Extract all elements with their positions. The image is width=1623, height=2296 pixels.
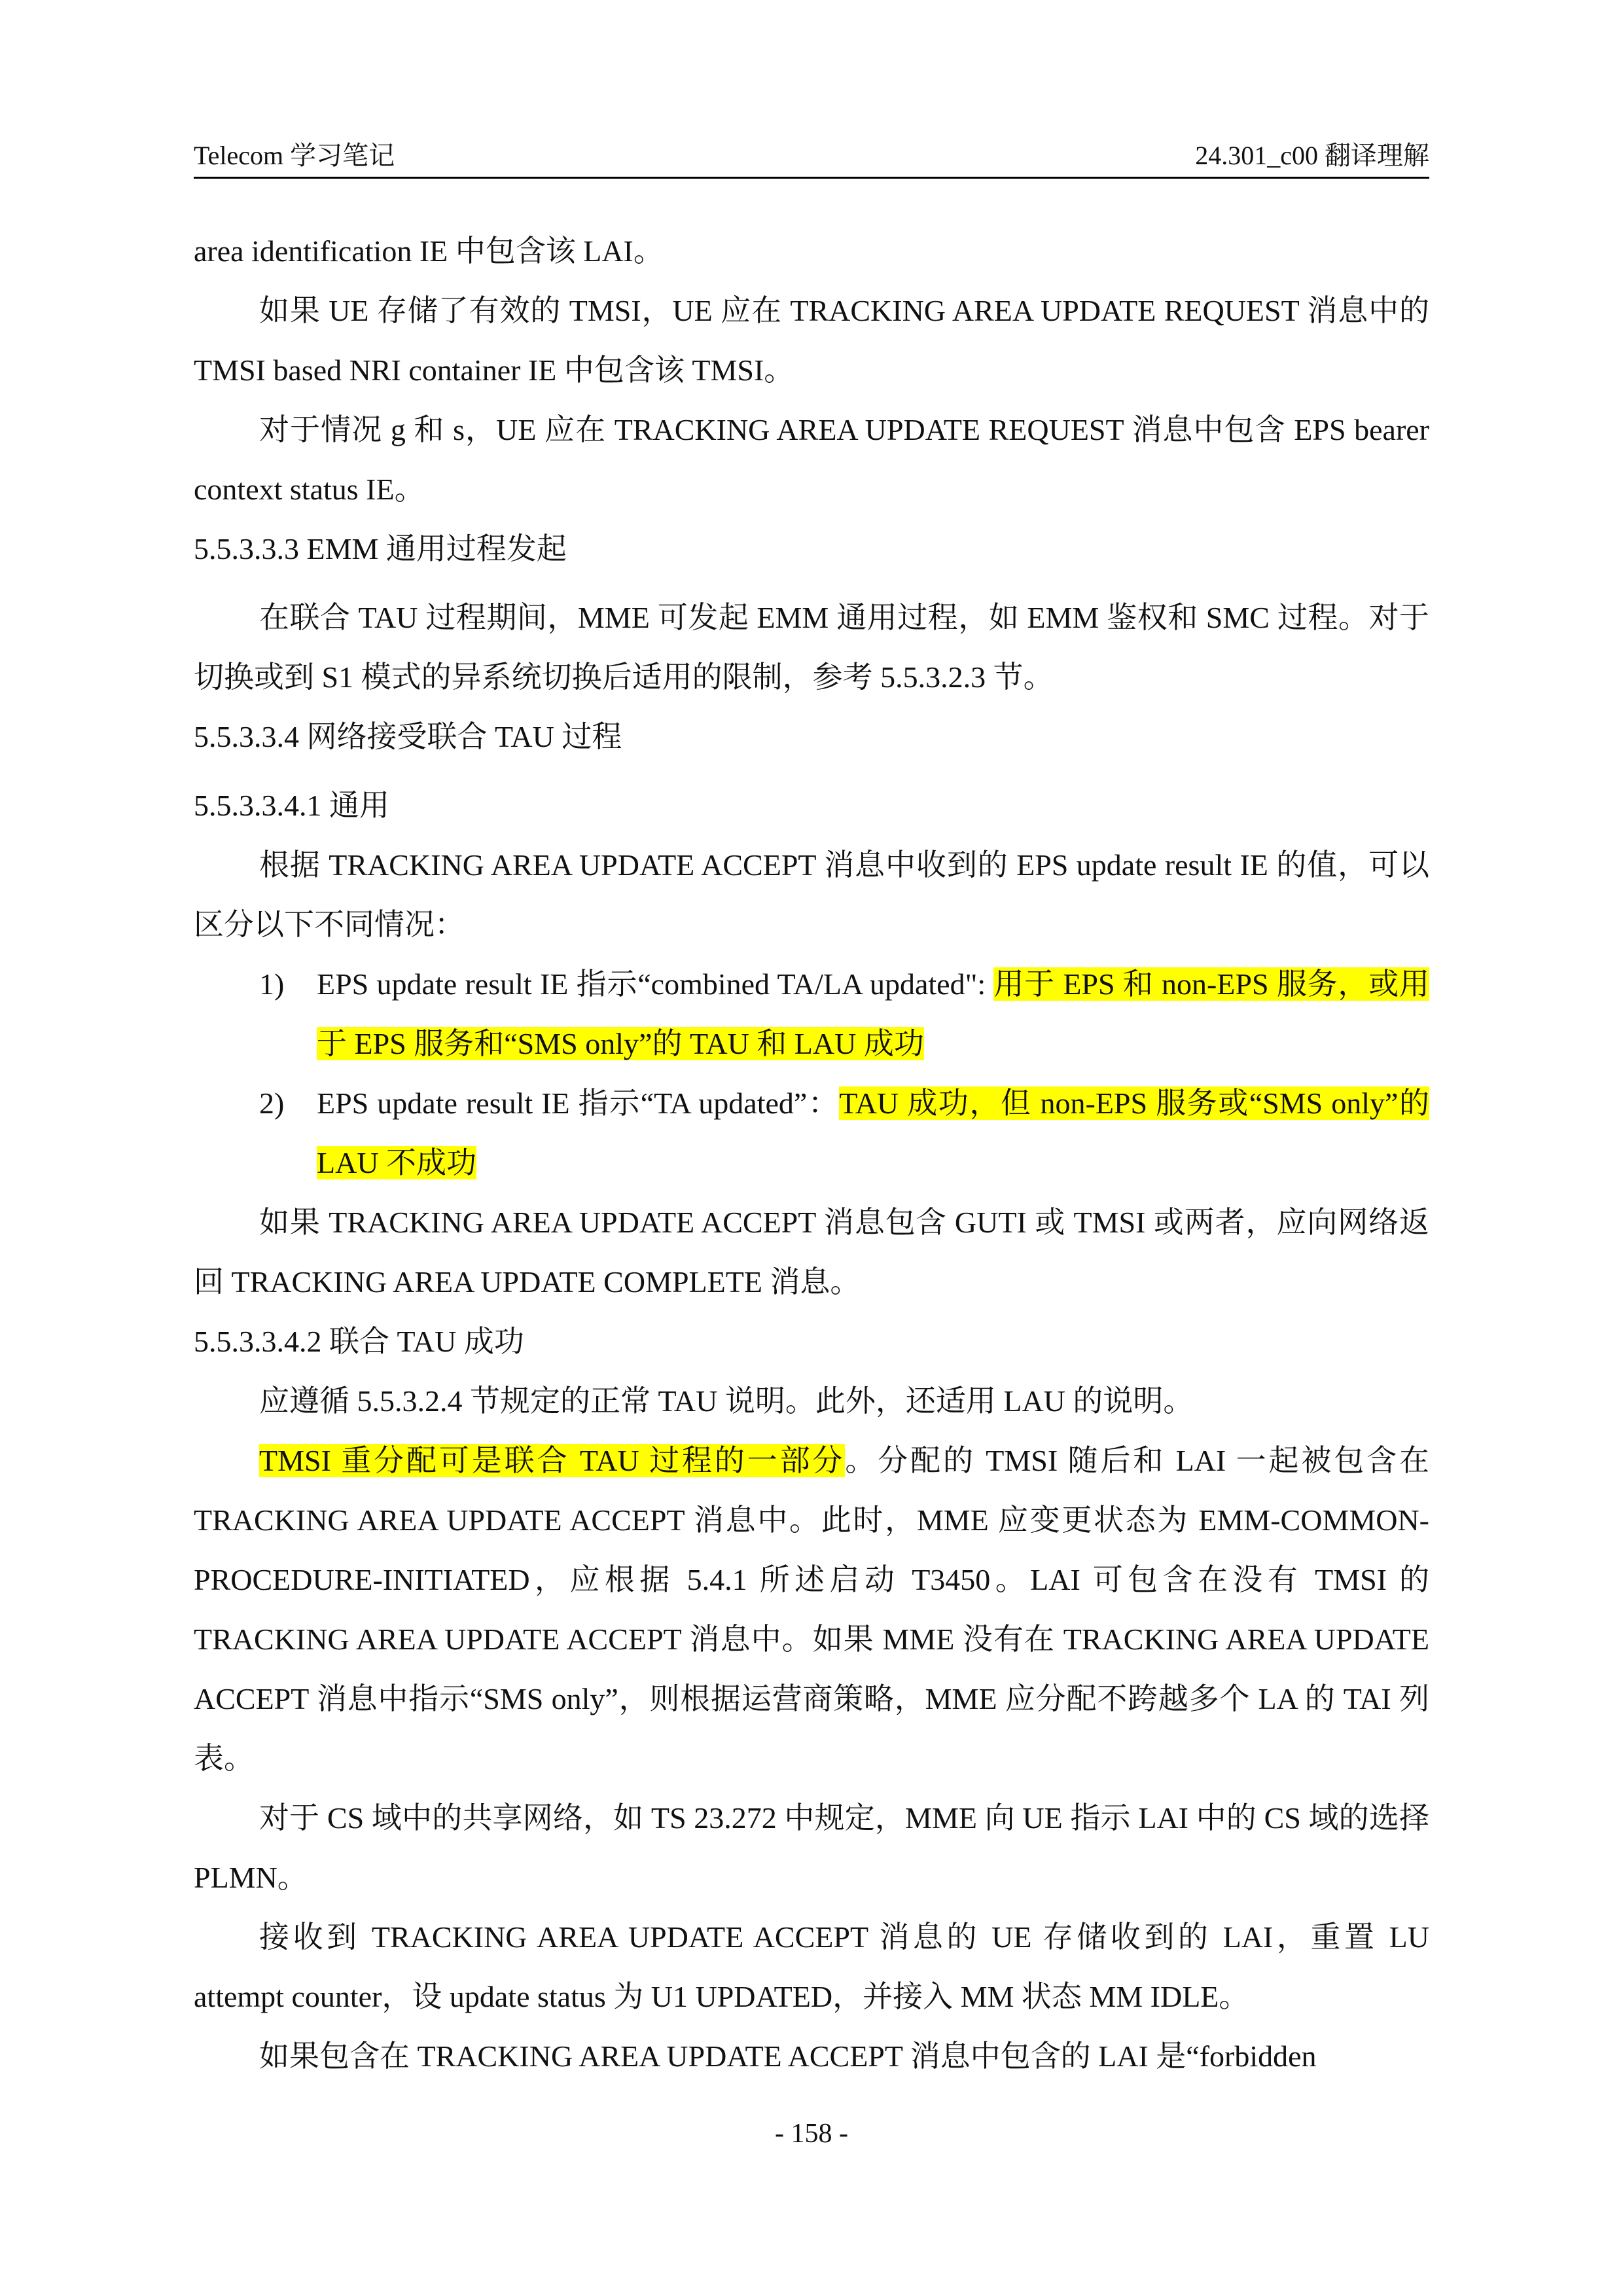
paragraph: 应遵循 5.5.3.2.4 节规定的正常 TAU 说明。此外，还适用 LAU 的说明。 xyxy=(259,1384,1194,1418)
highlighted-text: TAU 成功，但 non-EPS 服务或“SMS only”的 LAU 不成功 xyxy=(317,1086,1429,1179)
page-body xyxy=(194,221,1429,2086)
list-item xyxy=(194,954,1429,1073)
paragraph-text: 。分配的 TMSI 随后和 LAI 一起被包含在 TRACKING AREA UPDATE ACCEPT 消息中。此时，MME 应变更状态为 EMM-COMMON-PROCEDURE-INITIATED，应根据 5.4.1 所述启动 T3450。LAI 可包含在没有 TMSI 的 TRACKING AREA UPDATE ACCEPT 消息中。如果 MME 没有在 TRACKING AREA UPDATE ACCEPT 消息中指示“SMS only”，则根据运营商策略，MME 应分配不跨越多个 LA 的 TAI 列表。 xyxy=(194,1444,1429,1775)
page-number: - 158 - xyxy=(775,2119,848,2149)
paragraph: area identification IE 中包含该 LAI。 xyxy=(194,234,664,268)
section-heading: 5.5.3.3.4 网络接受联合 TAU 过程 xyxy=(194,720,622,753)
paragraph: 对于 CS 域中的共享网络，如 TS 23.272 中规定，MME 向 UE 指示 LAI 中的 CS 域的选择 PLMN。 xyxy=(194,1801,1429,1894)
paragraph: 如果 UE 存储了有效的 TMSI，UE 应在 TRACKING AREA UPDATE REQUEST 消息中的 TMSI based NRI container IE 中包含该 TMSI。 xyxy=(194,294,1429,387)
paragraph xyxy=(194,1431,1429,1788)
paragraph: 对于情况 g 和 s，UE 应在 TRACKING AREA UPDATE REQUEST 消息中包含 EPS bearer context status IE。 xyxy=(194,413,1429,506)
paragraph: 接收到 TRACKING AREA UPDATE ACCEPT 消息的 UE 存储收到的 LAI，重置 LU attempt counter，设 update status 为 U1 UPDATED，并接入 MM 状态 MM IDLE。 xyxy=(194,1920,1429,2013)
section-heading: 5.5.3.3.3 EMM 通用过程发起 xyxy=(194,532,567,565)
list-item xyxy=(194,1073,1429,1193)
header-title: Telecom 学习笔记 xyxy=(194,141,395,170)
paragraph: 如果 TRACKING AREA UPDATE ACCEPT 消息包含 GUTI 或 TMSI 或两者，应向网络返回 TRACKING AREA UPDATE COMPLETE 消息。 xyxy=(194,1206,1429,1299)
header-doc-ref: 24.301_c00 翻译理解 xyxy=(1195,141,1429,170)
section-heading: 5.5.3.3.4.1 通用 xyxy=(194,789,389,822)
highlighted-text: TMSI 重分配可是联合 TAU 过程的一部分 xyxy=(259,1444,846,1477)
page-header xyxy=(194,135,1429,179)
list-number: 2) xyxy=(259,1086,285,1120)
list-text: EPS update result IE 指示“combined TA/LA updated": xyxy=(317,967,994,1001)
section-heading: 5.5.3.3.4.2 联合 TAU 成功 xyxy=(194,1325,524,1358)
highlighted-text: 用于 EPS 和 non-EPS 服务，或用于 EPS 服务和“SMS only”的 TAU 和 LAU 成功 xyxy=(317,967,1429,1060)
list-text: EPS update result IE 指示“TA updated”： xyxy=(317,1086,840,1120)
paragraph: 根据 TRACKING AREA UPDATE ACCEPT 消息中收到的 EPS update result IE 的值，可以区分以下不同情况： xyxy=(194,848,1429,941)
paragraph: 在联合 TAU 过程期间，MME 可发起 EMM 通用过程，如 EMM 鉴权和 SMC 过程。对于切换或到 S1 模式的异系统切换后适用的限制，参考 5.5.3.2.3 节。 xyxy=(194,601,1429,694)
paragraph: 如果包含在 TRACKING AREA UPDATE ACCEPT 消息中包含的 LAI 是“forbidden xyxy=(259,2039,1317,2073)
list-number: 1) xyxy=(259,967,285,1001)
